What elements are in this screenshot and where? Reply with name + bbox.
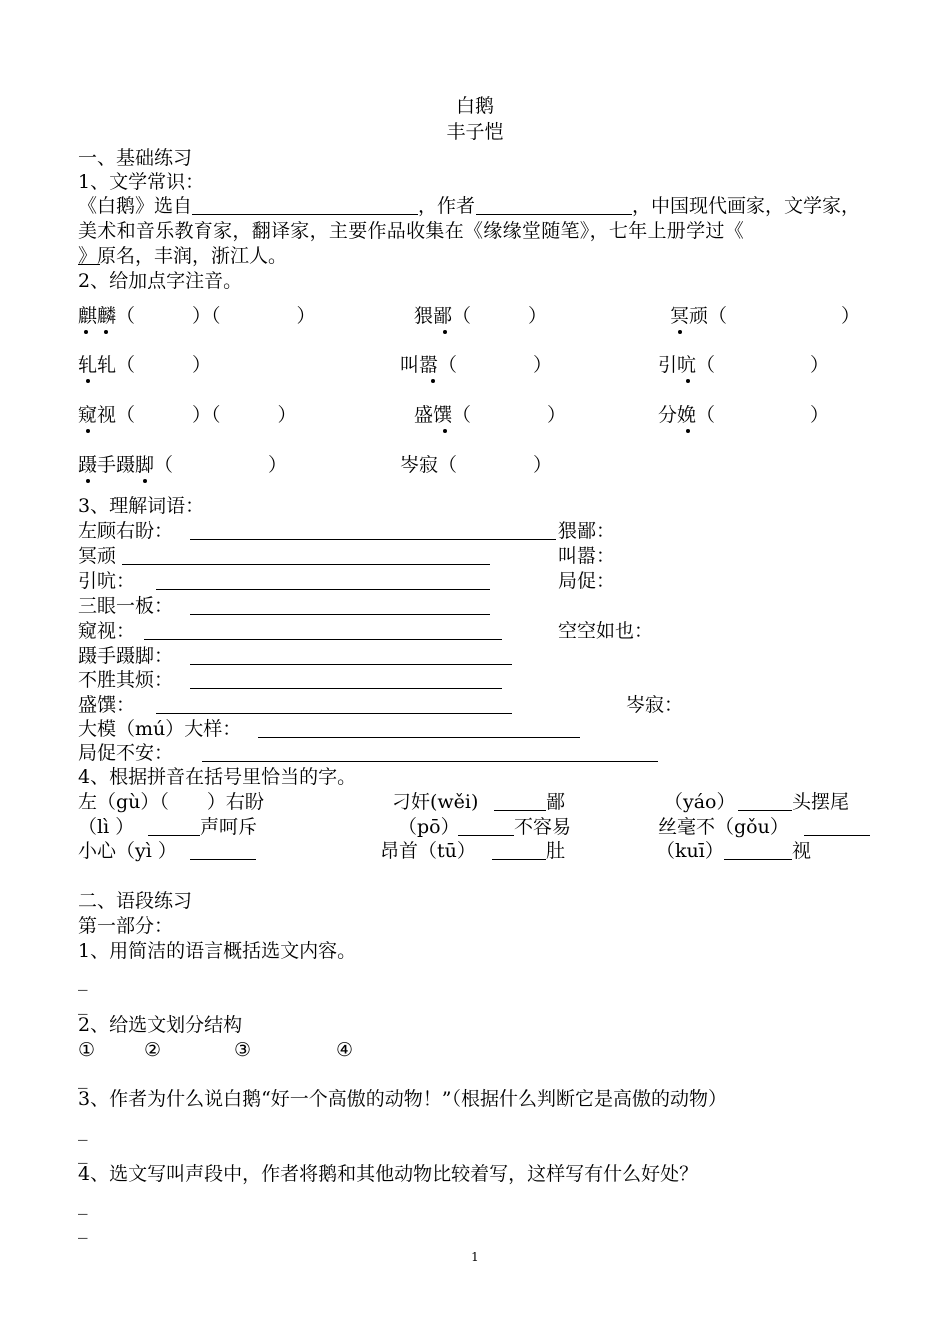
- fill-item: 左（gù）（ ）右盼: [78, 791, 264, 813]
- emphasis-dot: [86, 379, 90, 383]
- answer-dash[interactable]: _: [78, 993, 88, 1015]
- q4-label: 4、根据拼音在括号里恰当的字。: [78, 766, 357, 788]
- answer-blank[interactable]: [156, 713, 512, 714]
- q1-line3: 》原名，丰润，浙江人。: [78, 245, 288, 267]
- fill-item: 头摆尾: [792, 791, 850, 813]
- s2-question-1: 1、用简洁的语言概括选文内容。: [78, 940, 357, 962]
- fill-item: （yáo）: [664, 791, 736, 813]
- fill-blank[interactable]: [724, 859, 792, 860]
- fill-item: 肚: [546, 840, 566, 862]
- q1-line2: 美术和音乐教育家，翻译家，主要作品收集在《缘缘堂随笔》，七年上册学过《: [78, 220, 745, 242]
- pinyin-item: 蹑手蹑脚（ ）: [78, 454, 288, 476]
- answer-blank[interactable]: [202, 761, 658, 762]
- fill-item: 声呵斥: [200, 816, 258, 838]
- fill-item: 小心（yì ）: [78, 840, 177, 862]
- pinyin-item: 岑寂（ ）: [400, 454, 553, 476]
- q1-text-a: 《白鹅》选自: [78, 195, 193, 217]
- word-label: 大模（mú）大样：: [78, 718, 242, 740]
- structure-mark: ④: [336, 1039, 354, 1061]
- fill-blank[interactable]: [190, 859, 256, 860]
- pinyin-item: 分娩（ ）: [658, 404, 830, 426]
- fill-blank[interactable]: [804, 835, 870, 836]
- pinyin-item: 冥顽（ ）: [670, 305, 861, 327]
- pinyin-item: 轧轧（ ）: [78, 354, 212, 376]
- word-label: 引吭：: [78, 570, 136, 592]
- fill-item: （kuī）: [656, 840, 724, 862]
- fill-item: 丝毫不（gǒu）: [658, 816, 789, 838]
- word-label: 窥视：: [78, 620, 136, 642]
- q1-blank-author[interactable]: [476, 214, 632, 215]
- q1-text-c: ，中国现代画家，文学家，: [632, 195, 861, 217]
- emphasis-dot: [86, 429, 90, 433]
- structure-mark: ②: [144, 1039, 162, 1061]
- word-label: 叫嚣：: [558, 545, 616, 567]
- answer-dash[interactable]: _: [78, 969, 88, 991]
- word-label: 冥顽: [78, 545, 117, 567]
- word-label: 蹑手蹑脚：: [78, 645, 174, 667]
- q1-blank-source[interactable]: [192, 214, 418, 215]
- answer-blank[interactable]: [190, 688, 502, 689]
- part-label: 第一部分：: [78, 915, 174, 937]
- emphasis-dot: [443, 330, 447, 334]
- word-label: 岑寂：: [626, 694, 684, 716]
- answer-dash[interactable]: _: [78, 1217, 88, 1239]
- pinyin-item: 引吭（ ）: [658, 354, 830, 376]
- answer-dash[interactable]: _: [78, 1067, 88, 1089]
- s2-question-4: 4、选文写叫声段中，作者将鹅和其他动物比较着写，这样写有什么好处？: [78, 1163, 699, 1185]
- section1-heading: 一、基础练习: [78, 147, 193, 169]
- fill-item: （lì ）: [78, 816, 135, 838]
- fill-blank[interactable]: [148, 835, 200, 836]
- fill-blank[interactable]: [494, 810, 546, 811]
- emphasis-dot: [686, 379, 690, 383]
- emphasis-dot: [143, 479, 147, 483]
- q1-label: 1、文学常识：: [78, 171, 205, 193]
- s2-question-3: 3、作者为什么说白鹅“好一个高傲的动物！”（根据什么判断它是高傲的动物）: [78, 1088, 728, 1110]
- q2-label: 2、给加点字注音。: [78, 270, 243, 292]
- page-number: 1: [471, 1250, 479, 1264]
- fill-item: 刁奸(wěi): [392, 791, 479, 813]
- fill-item: （pō）: [398, 816, 460, 838]
- q1-underline-bracket: [78, 264, 100, 265]
- fill-blank[interactable]: [738, 810, 792, 811]
- fill-item: 昂首（tū）: [380, 840, 476, 862]
- answer-blank[interactable]: [144, 639, 502, 640]
- pinyin-item: 盛馔（ ）: [414, 404, 567, 426]
- answer-blank[interactable]: [190, 614, 490, 615]
- fill-item: 不容易: [514, 816, 572, 838]
- word-label: 盛馔：: [78, 694, 136, 716]
- emphasis-dot: [104, 330, 108, 334]
- answer-blank[interactable]: [156, 589, 490, 590]
- word-label: 左顾右盼：: [78, 520, 174, 542]
- answer-blank[interactable]: [122, 564, 490, 565]
- document-author: 丰子恺: [446, 121, 504, 143]
- word-label: 局促：: [558, 570, 616, 592]
- structure-mark: ③: [234, 1039, 252, 1061]
- pinyin-item: 窥视（ ）（ ）: [78, 404, 297, 426]
- fill-blank[interactable]: [458, 835, 514, 836]
- answer-dash[interactable]: _: [78, 1193, 88, 1215]
- answer-blank[interactable]: [258, 737, 580, 738]
- emphasis-dot: [431, 379, 435, 383]
- word-label: 空空如也：: [558, 620, 654, 642]
- emphasis-dot: [686, 429, 690, 433]
- pinyin-item: 猥鄙（ ）: [414, 305, 548, 327]
- structure-mark: ①: [78, 1039, 96, 1061]
- fill-item: 鄙: [546, 791, 566, 813]
- answer-blank[interactable]: [190, 664, 512, 665]
- word-label: 三眼一板：: [78, 595, 174, 617]
- pinyin-item: 麒麟（ ）（ ）: [78, 305, 316, 327]
- answer-blank[interactable]: [190, 539, 556, 540]
- document-title: 白鹅: [455, 95, 494, 117]
- emphasis-dot: [443, 429, 447, 433]
- word-label: 不胜其烦：: [78, 669, 174, 691]
- fill-item: 视: [792, 840, 812, 862]
- emphasis-dot: [86, 479, 90, 483]
- q1-text-b: ，作者: [418, 195, 476, 217]
- pinyin-item: 叫嚣（ ）: [400, 354, 553, 376]
- q3-label: 3、理解词语：: [78, 495, 205, 517]
- s2-question-2: 2、给选文划分结构: [78, 1014, 243, 1036]
- word-label: 局促不安：: [78, 742, 174, 764]
- word-label: 猥鄙：: [558, 520, 616, 542]
- section2-heading: 二、语段练习: [78, 890, 193, 912]
- emphasis-dot: [678, 330, 682, 334]
- answer-dash[interactable]: _: [78, 1142, 88, 1164]
- fill-blank[interactable]: [492, 859, 546, 860]
- emphasis-dot: [84, 330, 88, 334]
- answer-dash[interactable]: _: [78, 1119, 88, 1141]
